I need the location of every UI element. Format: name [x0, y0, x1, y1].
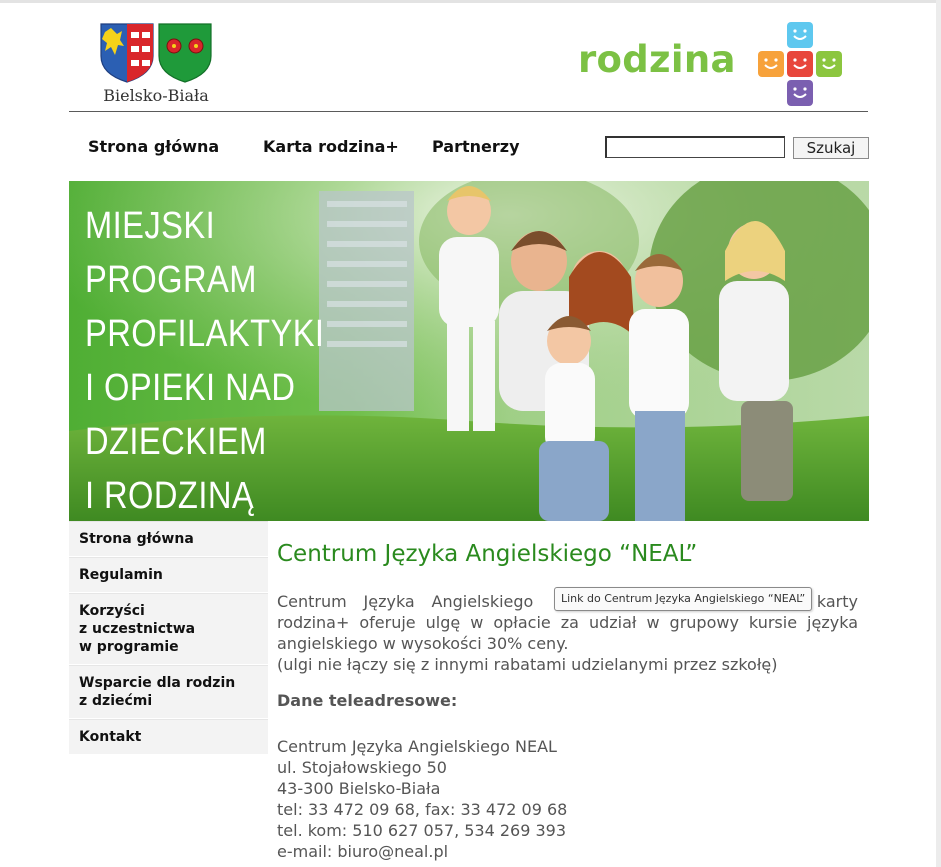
contact-address — [277, 736, 858, 862]
address-line: tel. kom: 510 627 057, 534 269 393 — [277, 821, 567, 840]
nav-home-link[interactable]: Strona główna — [88, 137, 220, 156]
banner-line: I OPIEKI NAD — [85, 367, 296, 409]
sidebar-item-contact[interactable] — [69, 719, 268, 755]
sidebar-item-regulations[interactable] — [69, 557, 268, 593]
nav-partners-link[interactable]: Partnerzy — [432, 137, 520, 156]
address-line: Centrum Języka Angielskiego NEAL — [277, 737, 557, 756]
sidebar-item-label: Kontakt — [79, 729, 142, 745]
banner-line: I RODZINĄ — [85, 475, 255, 517]
sidebar-item-label: Wsparcie dla rodzin — [79, 675, 236, 691]
city-crest-logo[interactable] — [99, 22, 213, 84]
offer-note: (ulgi nie łączy się z innymi rabatami udzielanymi przez szkołę) — [277, 655, 778, 674]
site-header — [69, 14, 868, 112]
sidebar-item-label: Strona główna — [79, 531, 194, 547]
search-button[interactable]: Szukaj — [793, 137, 869, 159]
link-tooltip: Link do Centrum Języka Angielskiego “NEAL” — [554, 587, 812, 611]
city-name: Bielsko-Biała — [103, 86, 209, 105]
banner-line: MIEJSKI — [85, 205, 216, 247]
sidebar-item-benefits[interactable] — [69, 593, 268, 665]
address-line: 43-300 Bielsko-Biała — [277, 779, 441, 798]
banner-line: PROFILAKTYKI — [85, 313, 325, 355]
banner-line: PROGRAM — [85, 259, 257, 301]
sidebar-item-label: z dziećmi — [79, 693, 153, 709]
page-title: Centrum Języka Angielskiego “NEAL” — [277, 541, 698, 567]
partner-link[interactable]: Centrum Języka Angielskiego — [277, 592, 534, 611]
sidebar-item-label: w programie — [79, 639, 179, 655]
search-input[interactable] — [605, 136, 785, 158]
sidebar-item-support[interactable] — [69, 665, 268, 719]
address-line: e-mail: biuro@neal.pl — [277, 842, 449, 861]
hero-banner — [69, 181, 869, 521]
nav-card-link[interactable]: Karta rodzina+ — [263, 137, 399, 156]
plus-faces-logo — [758, 22, 842, 106]
main-navigation — [69, 131, 869, 165]
brand-wordmark[interactable]: rodzina — [578, 38, 736, 81]
address-line: ul. Stojałowskiego 50 — [277, 758, 447, 777]
sidebar-item-home[interactable] — [69, 521, 268, 557]
banner-line: DZIECKIEM — [85, 421, 267, 463]
banner-slogan — [85, 199, 324, 521]
sidebar-item-label: Regulamin — [79, 567, 163, 583]
sidebar-item-label: Korzyści — [79, 603, 145, 619]
sidebar-menu — [69, 521, 268, 755]
window-edge — [936, 0, 941, 867]
top-border — [0, 0, 941, 3]
sidebar-item-label: z uczestnictwa — [79, 621, 196, 637]
address-line: tel: 33 472 09 68, fax: 33 472 09 68 — [277, 800, 568, 819]
contact-heading: Dane teleadresowe: — [277, 691, 458, 710]
offer-text: karty rodzina+ oferuje ulgę w opłacie za udział w grupowy kursie języka angielskiego w wysokości 30% ceny. — [277, 592, 858, 653]
